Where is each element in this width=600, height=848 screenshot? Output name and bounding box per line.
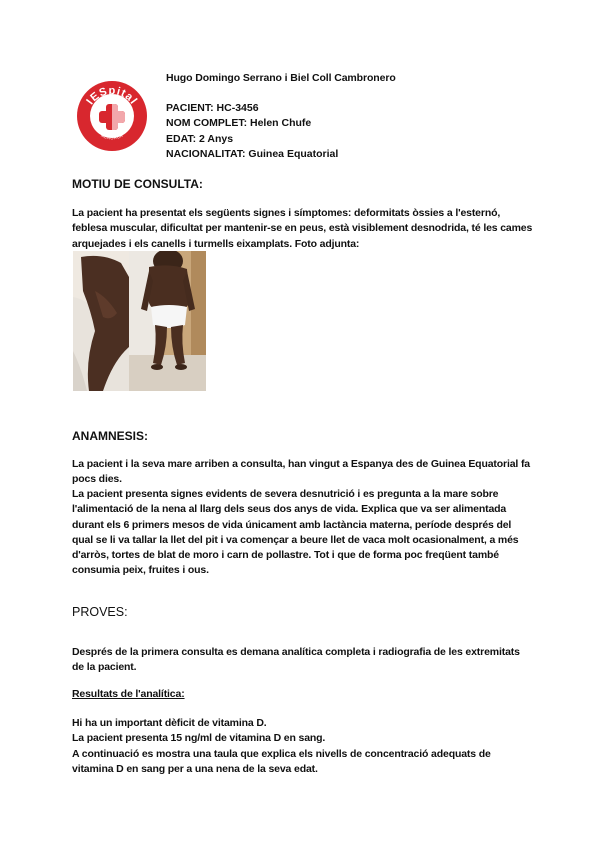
anamnesis-paragraph-1: La pacient i la seva mare arriben a consulta, han vingut a Espanya des de Guinea Equatorial fa pocs dies. bbox=[72, 458, 530, 486]
patient-age: EDAT: 2 Anys bbox=[166, 132, 234, 145]
section-title-motiu: MOTIU DE CONSULTA: bbox=[72, 177, 203, 191]
logo-subtext: MENORCA bbox=[100, 132, 124, 141]
proves-text: Després de la primera consulta es demana analítica completa i radiografia de les extremitats de la pacient. bbox=[72, 646, 520, 674]
patient-info bbox=[166, 101, 338, 162]
section-title-proves: PROVES: bbox=[72, 605, 128, 619]
logo-text: IESpital bbox=[84, 84, 140, 108]
result-line-3: A continuació es mostra una taula que explica els nivells de concentració adequats de vitamina D en sang per a una nena de la seva edat. bbox=[72, 747, 491, 775]
patient-photo bbox=[73, 251, 206, 391]
result-line-2: La pacient presenta 15 ng/ml de vitamina D en sang. bbox=[72, 732, 326, 745]
result-line-1: Hi ha un important dèficit de vitamina D. bbox=[72, 717, 267, 729]
authors: Hugo Domingo Serrano i Biel Coll Cambronero bbox=[166, 72, 396, 84]
hospital-logo bbox=[76, 80, 148, 152]
patient-id: PACIENT: HC-3456 bbox=[166, 102, 259, 114]
results-subtitle: Resultats de l'analítica: bbox=[72, 688, 185, 700]
patient-name: NOM COMPLET: Helen Chufe bbox=[166, 117, 312, 130]
section-title-anamnesis: ANAMNESIS: bbox=[72, 429, 149, 443]
anamnesis-paragraph-2: La pacient presenta signes evidents de severa desnutrició i es pregunta a la mare sobre l'alimentació de la nena al llarg dels seus dos anys de vida. Explica que va ser alimentada durant els 6 primers mesos de vida únicament amb lactància materna, període després del qual se li va tallar la llet del pit i va començar a beure llet de vaca molt ocasionalment, a més d'arròs, tortes de blat de moro i carn de pollastre. Tot i que de forma poc freqüent també consumia peix, fruites i ous. bbox=[72, 488, 519, 577]
patient-nationality: NACIONALITAT: Guinea Equatorial bbox=[166, 147, 339, 160]
results-list bbox=[72, 716, 534, 777]
motiu-text: La pacient ha presentat els següents signes i símptomes: deformitats òssies a l'esternó, feblesa muscular, dificultat per mantenir-se en peus, està visiblement desnodrida, té les cames arquejades i els canells i turmells eixamplats. Foto adjunta: bbox=[72, 207, 533, 250]
